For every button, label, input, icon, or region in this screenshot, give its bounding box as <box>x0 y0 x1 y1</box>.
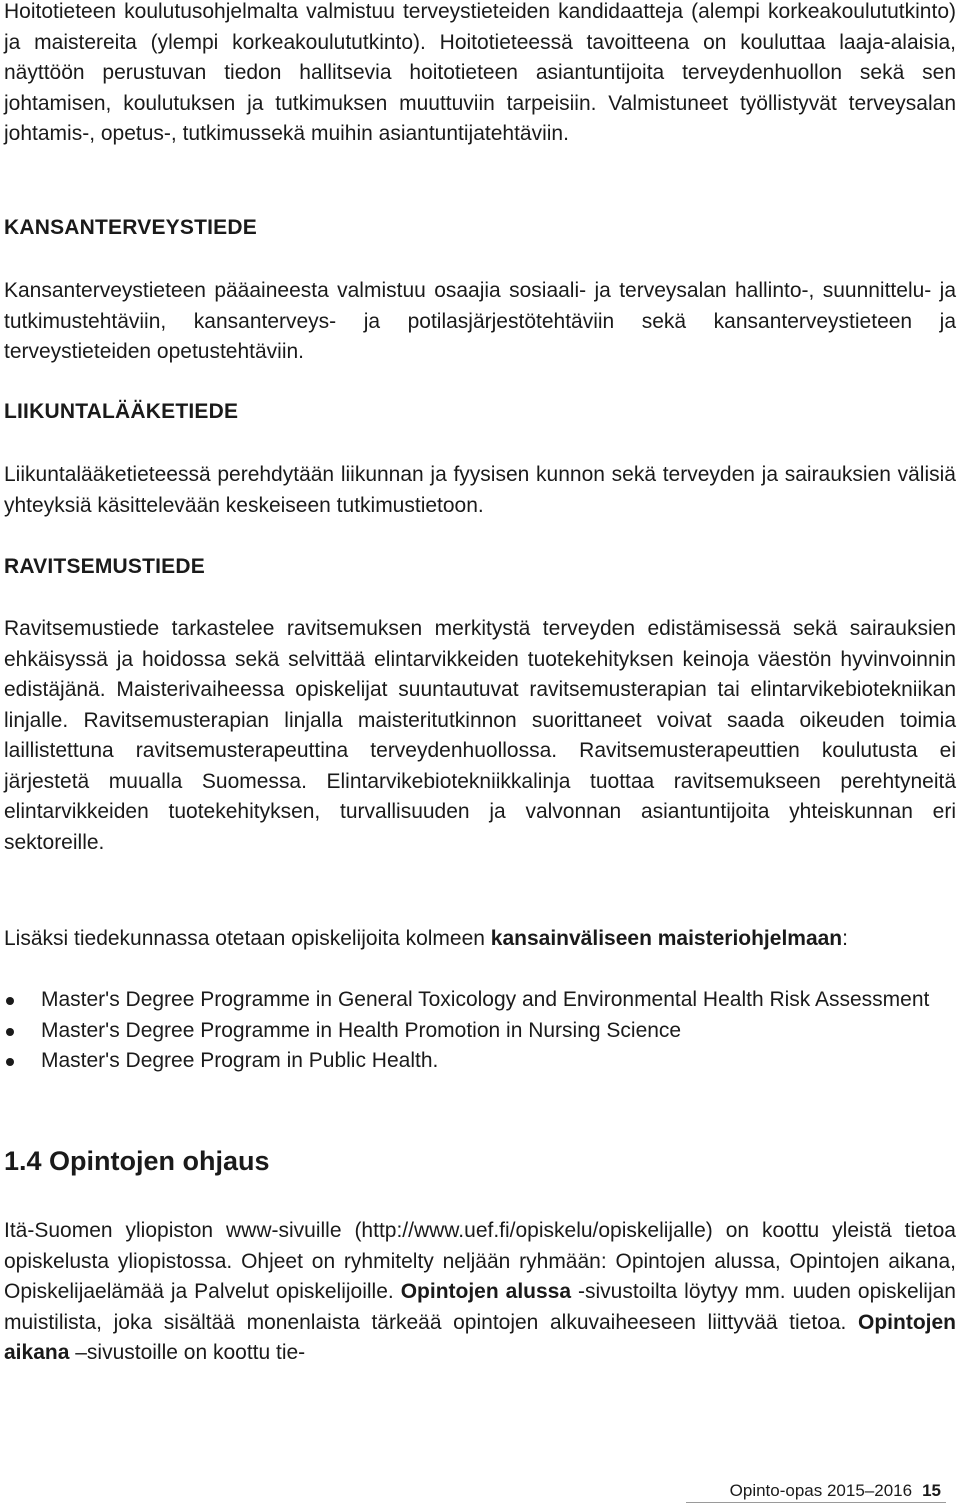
chapter-paragraph <box>4 1216 956 1369</box>
footer-divider <box>686 1502 946 1503</box>
programme-label: Master's Degree Program in Public Health. <box>41 1049 439 1072</box>
chapter-text-1: Itä-Suomen yliopiston www-sivuille (http://www.uef.fi/opiskelu/opiskelijalle) on koottu yleistä tietoa opiskelusta yliopistossa. Ohjeet on ryhmitelty neljään ryhmään: Opintojen alussa, Opintojen aikana, Opiskelijaelämää ja Palvelut opiskelijoille. <box>4 1219 956 1303</box>
section-text-ravitsemustiede: Ravitsemustiede tarkastelee ravitsemuksen merkitystä terveyden edistämisessä sekä sairauksien ehkäisyssä ja hoidossa sekä selvittää elintarvikkeiden tuotekehityksen keinoja väestön hyvinvoinnin edistäjänä. Maisterivaiheessa opiskelijat suuntautuvat ravitsemusterapian tai elintarvikebiotekniikan linjalle. Ravitsemusterapian linjalla maisteritutkinnon suorittaneet voivat saada oikeuden toimia laillistettuna ravitsemusterapeuttina terveydenhuollossa. Ravitsemusterapeuttien koulutusta ei järjestetä muualla Suomessa. Elintarvikebiotekniikkalinja tuottaa ravitsemukseen perehtyneitä elintarvikkeiden tuotekehityksen, turvallisuuden ja valvonnan asiantuntijoita yhteiskunnan eri sektoreille. <box>4 617 956 854</box>
programme-label: Master's Degree Programme in General Toxicology and Environmental Health Risk Assessment <box>41 988 930 1011</box>
international-tail: : <box>842 927 848 950</box>
chapter-bold-1: Opintojen alussa <box>400 1280 572 1303</box>
bullet-icon <box>6 1028 14 1036</box>
international-bold: kansainväliseen maisteriohjelmaan <box>490 927 843 950</box>
bullet-icon <box>6 1058 14 1066</box>
chapter-title: 1.4 Opintojen ohjaus <box>4 1146 270 1176</box>
page-footer <box>730 1480 941 1502</box>
bullet-icon <box>6 997 14 1005</box>
section-text-liikuntalaaketiede: Liikuntalääketieteessä perehdytään liikunnan ja fyysisen kunnon sekä terveyden ja sairauksien välisiä yhteyksiä käsittelevään keskeiseen tutkimustietoon. <box>4 463 956 517</box>
page-number: 15 <box>922 1481 941 1500</box>
programme-list <box>4 985 956 1077</box>
programme-item <box>4 1046 956 1077</box>
chapter-text-3: –sivustoille on koottu tie- <box>69 1341 306 1364</box>
section-heading-ravitsemustiede: RAVITSEMUSTIEDE <box>4 555 205 578</box>
section-text-kansanterveystiede: Kansanterveystieteen pääaineesta valmistuu osaajia sosiaali- ja terveysalan hallinto-, suunnittelu- ja tutkimustehtäviin, kansanterveys- ja potilasjärjestötehtäviin sekä kansanterveystieteen ja terveystieteiden opetustehtäviin. <box>4 279 956 363</box>
section-heading-liikuntalaaketiede: LIIKUNTALÄÄKETIEDE <box>4 400 239 423</box>
chapter-text-2: -sivustoilta löytyy mm. uuden opiskelijan muistilista, joka sisältää monenlaista tärkeää opintojen alkuvaiheeseen liittyvää tietoa. <box>4 1280 956 1334</box>
chapter-bold-2: Opintojen aikana <box>4 1310 956 1364</box>
international-lead: Lisäksi tiedekunnassa otetaan opiskelijoita kolmeen <box>4 927 491 950</box>
section-heading-kansanterveystiede: KANSANTERVEYSTIEDE <box>4 216 257 239</box>
programme-label: Master's Degree Programme in Health Promotion in Nursing Science <box>41 1018 682 1042</box>
programme-item <box>4 1016 956 1047</box>
international-paragraph <box>4 924 956 955</box>
programme-item <box>4 985 956 1016</box>
footer-guide: Opinto-opas 2015–2016 <box>729 1481 913 1500</box>
intro-paragraph: Hoitotieteen koulutusohjelmalta valmistuu terveystieteiden kandidaatteja (alempi korkeakoulututkinto) ja maistereita (ylempi korkeakoulututkinto). Hoitotieteessä tavoitteena on kouluttaa laaja-alaisia, näyttöön perustuvan tiedon hallitsevia hoitotieteen asiantuntijoita terveydenhuollon sekä sen johtamisen, koulutuksen ja tutkimuksen muuttuviin tarpeisiin. Valmistuneet työllistyvät terveysalan johtamis-, opetus-, tutkimussekä muihin asiantuntijatehtäviin. <box>4 0 956 145</box>
